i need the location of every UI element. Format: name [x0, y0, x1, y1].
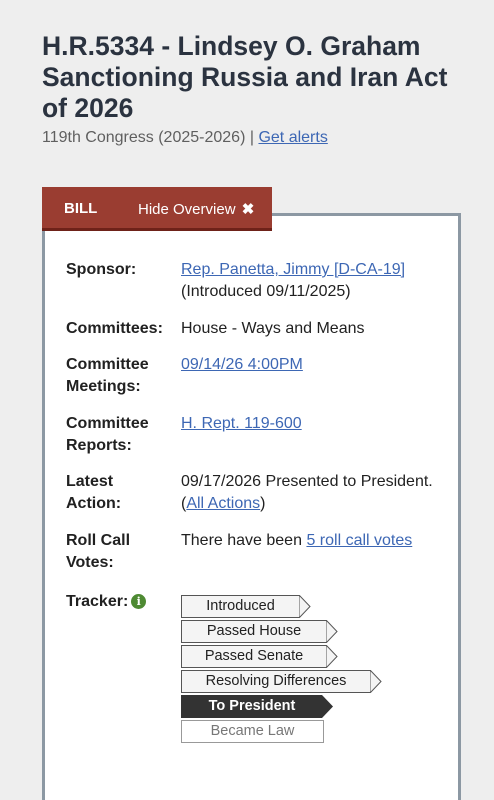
congress-line — [42, 129, 328, 147]
reports-value — [181, 413, 441, 435]
tracker-step-label: To President — [181, 695, 322, 718]
latest-action-value: 09/17/2026 Presented to President. (All Actions) — [181, 473, 433, 512]
overview-tab-bar — [42, 187, 272, 231]
introduced-date: (Introduced 09/11/2025) — [181, 283, 351, 300]
roll-call-value — [181, 530, 441, 552]
sponsor-label: Sponsor: — [66, 261, 137, 278]
sponsor-value — [181, 259, 441, 303]
hide-overview-button[interactable] — [138, 200, 254, 218]
latest-action-text: 09/17/2026 Presented to President. — [181, 473, 433, 490]
committees-value: House - Ways and Means — [181, 320, 365, 337]
tracker-step-label: Passed House — [181, 620, 326, 643]
hide-overview-label: Hide Overview — [138, 201, 236, 218]
tracker-step-label: Introduced — [181, 595, 299, 618]
separator: | — [249, 129, 254, 146]
roll-call-text: There have been — [181, 532, 302, 549]
meetings-value — [181, 354, 441, 376]
roll-call-label: Roll Call Votes: — [66, 532, 131, 571]
reports-label: Committee Reports: — [66, 415, 149, 454]
sponsor-link[interactable]: Rep. Panetta, Jimmy [D-CA-19] — [181, 261, 406, 278]
tracker-step-label: Passed Senate — [181, 645, 326, 668]
meetings-label: Committee Meetings: — [66, 356, 149, 395]
close-icon: ✖ — [241, 201, 255, 218]
committees-label: Committees: — [66, 320, 163, 337]
tracker-step-label: Resolving Differences — [181, 670, 370, 693]
arrow-icon — [299, 595, 311, 618]
tracker-step-label: Became Law — [181, 720, 324, 743]
tracker-label: Tracker: — [66, 593, 129, 610]
arrow-icon — [322, 695, 334, 718]
meeting-link[interactable]: 09/14/26 4:00PM — [181, 356, 303, 373]
arrow-icon — [326, 620, 338, 643]
get-alerts-link[interactable]: Get alerts — [258, 129, 328, 146]
tab-bill[interactable]: BILL — [64, 200, 98, 217]
latest-action-label: Latest Action: — [66, 473, 122, 512]
info-icon[interactable]: i — [131, 594, 146, 609]
arrow-icon — [370, 670, 382, 693]
arrow-icon — [326, 645, 338, 668]
report-link[interactable]: H. Rept. 119-600 — [181, 415, 302, 432]
tracker-label-wrap — [66, 591, 176, 613]
all-actions-link[interactable]: All Actions — [186, 495, 261, 512]
congress-session: 119th Congress (2025-2026) — [42, 129, 246, 146]
roll-call-votes-link[interactable]: 5 roll call votes — [306, 532, 413, 549]
bill-title: H.R.5334 - Lindsey O. Graham Sanctioning Russia and Iran Act of 2026 — [42, 31, 448, 123]
